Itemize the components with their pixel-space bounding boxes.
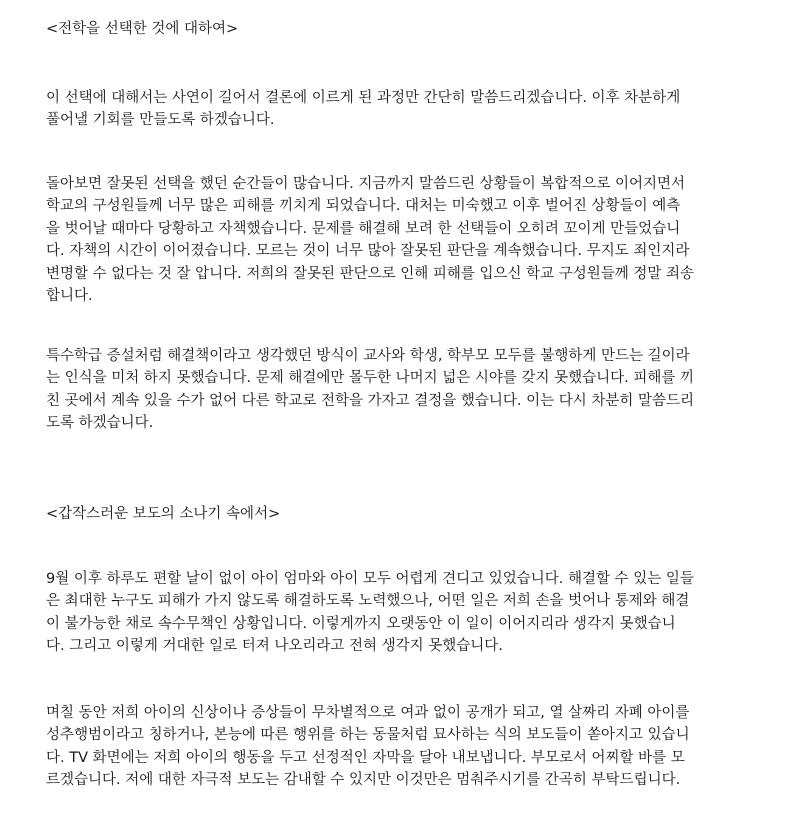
paragraph-line: 도록 하겠습니다. [46,415,154,432]
paragraph-line: 다. 그리고 이렇게 거대한 일로 터져 나오리라고 전혀 생각지 못했습니다. [46,638,503,655]
paragraph-line: 풀어낼 기회를 만들도록 하겠습니다. [46,112,275,129]
paragraph [46,568,768,658]
paragraph-line: 변명할 수 없다는 것 잘 압니다. 저희의 잘못된 판단으로 인해 피해를 입으신 학교 구성원들께 정말 죄송 [46,265,695,282]
paragraph [46,87,768,132]
paragraph [46,702,768,792]
paragraph-line: 다. 자책의 시간이 이어졌습니다. 모르는 것이 너무 많아 잘못된 판단을 계속했습니다. 무지도 죄인지라 [46,243,690,260]
paragraph-line: 학교의 구성원들께 너무 많은 피해를 끼치게 되었습니다. 대처는 미숙했고 이후 벌어진 상황들이 예측 [46,198,681,215]
paragraph-line: 합니다. [46,288,93,305]
paragraph-line: 다. TV 화면에는 저희 아이의 행동을 두고 선정적인 자막을 달아 내보냅니다. 부모로서 어찌할 바를 모 [46,749,685,766]
paragraph-line: 은 최대한 누구도 피해가 가지 않도록 해결하도록 노력했으나, 어떤 일은 저희 손을 벗어나 통제와 해결 [46,593,690,610]
paragraph [46,345,768,435]
section-heading: <갑작스러운 보도의 소나기 속에서> [46,506,281,522]
paragraph-line: 이 불가능한 채로 속수무책인 상황입니다. 이렇게까지 오랫동안 이 일이 이어지리라 생각지 못했습니 [46,615,676,632]
paragraph-line: 르겠습니다. 저에 대한 자극적 보도는 감내할 수 있지만 이것만은 멈춰주시기를 간곡히 부탁드립니다. [46,772,681,789]
paragraph-line: 돌아보면 잘못된 선택을 했던 순간들이 많습니다. 지금까지 말씀드린 상황들이 복합적으로 이어지면서 [46,176,685,192]
paragraph-line: 9월 이후 하루도 편할 날이 없이 아이 엄마와 아이 모두 어렵게 견디고 있었습니다. 해결할 수 있는 일들 [46,571,694,587]
paragraph-line: 는 인식을 미처 하지 못했습니다. 문제 해결에만 몰두한 나머지 넓은 시야를 갖지 못했습니다. 피해를 끼 [46,370,695,387]
section-heading: <전학을 선택한 것에 대하여> [46,21,239,37]
paragraph [46,173,768,307]
paragraph-line: 성추행범이라고 칭하거나, 본능에 따른 행위를 하는 동물처럼 묘사하는 식의 보도들이 쏟아지고 있습니 [46,727,690,744]
paragraph-line: 을 벗어날 때마다 당황하고 자책했습니다. 문제를 해결해 보려 한 선택들이 오히려 꼬이게 만들었습니 [46,220,681,237]
paragraph-line: 친 곳에서 계속 있을 수가 없어 다른 학교로 전학을 가자고 결정을 했습니다. 이는 다시 차분히 말씀드리 [46,392,695,409]
paragraph-line: 특수학급 증설처럼 해결책이라고 생각했던 방식이 교사와 학생, 학부모 모두를 불행하게 만드는 길이라 [46,348,690,364]
paragraph-line: 이 선택에 대해서는 사연이 길어서 결론에 이르게 된 과정만 간단히 말씀드리겠습니다. 이후 차분하게 [46,90,681,106]
paragraph-line: 며칠 동안 저희 아이의 신상이나 증상들이 무차별적으로 여과 없이 공개가 되고, 열 살짜리 자폐 아이를 [46,705,690,721]
